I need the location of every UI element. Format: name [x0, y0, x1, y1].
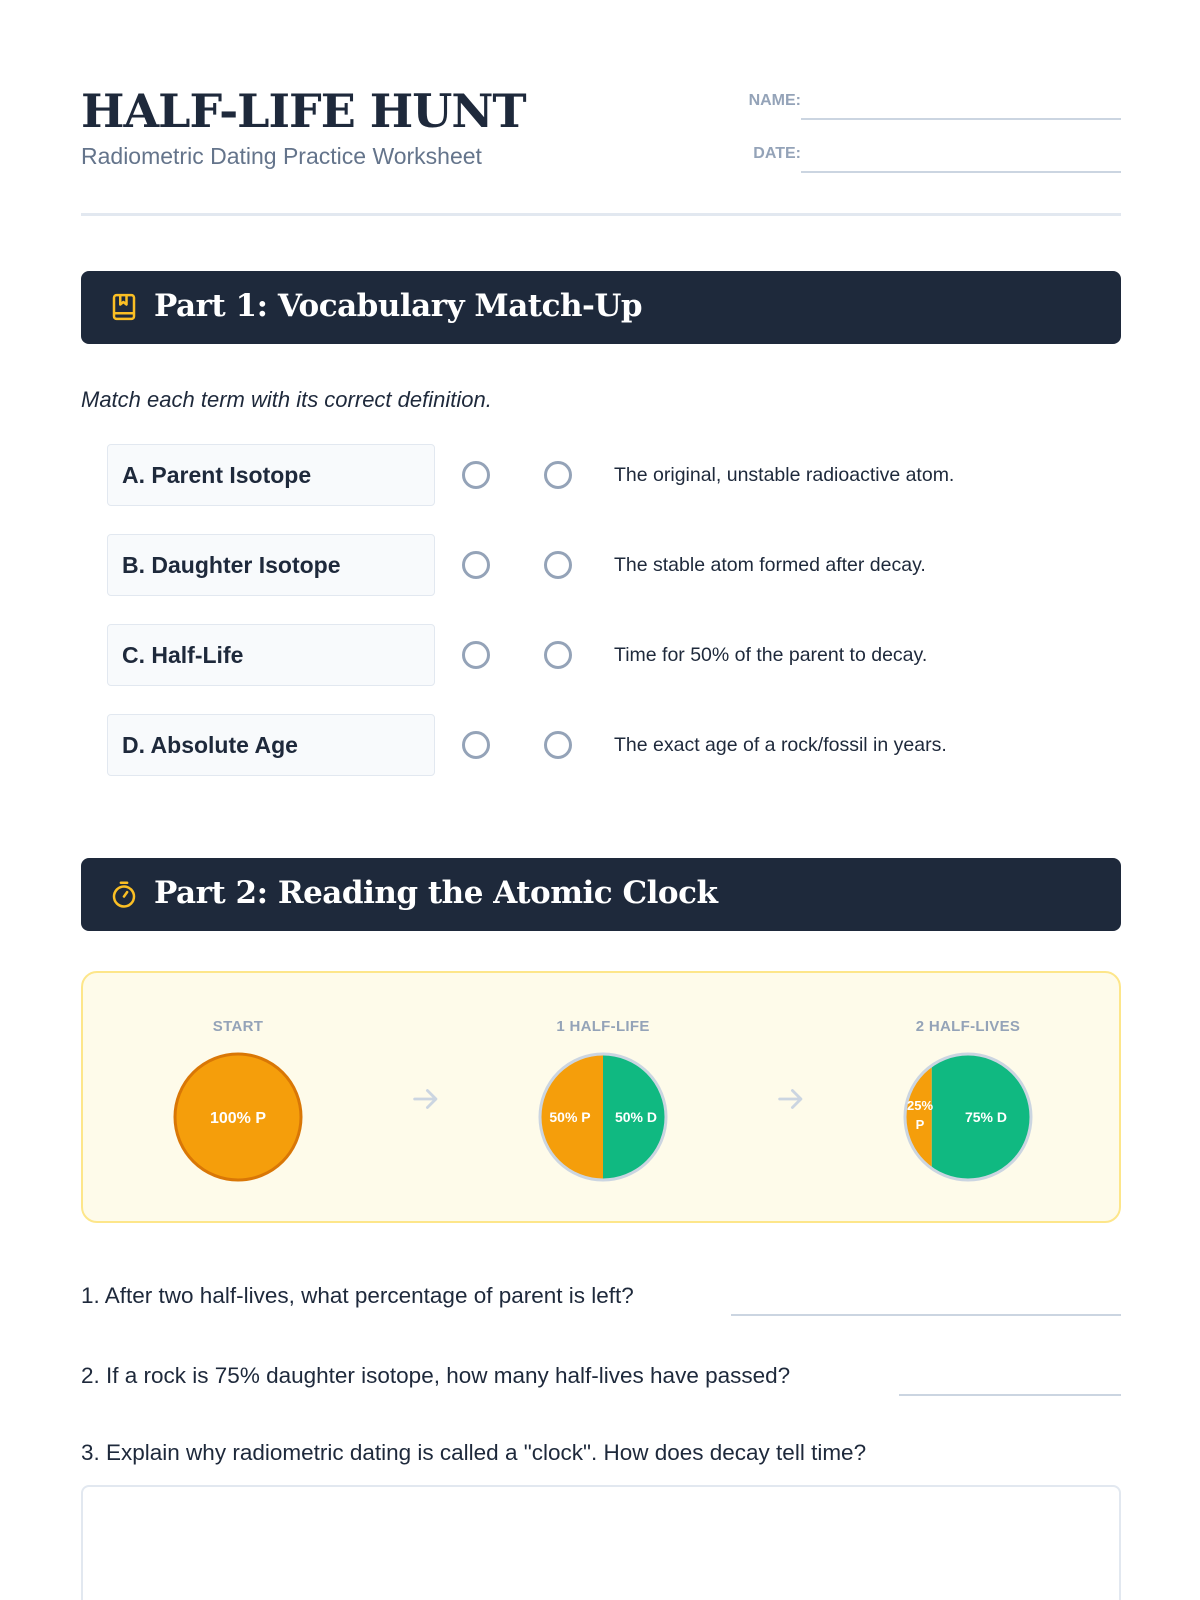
term-box [107, 714, 435, 776]
term-label: D. Absolute Age [122, 732, 298, 758]
stopwatch-icon [109, 879, 139, 909]
arrow-right-icon [774, 1082, 808, 1116]
question-2: 2. If a rock is 75% daughter isotope, how many half-lives have passed? [81, 1363, 791, 1388]
term-box [107, 534, 435, 596]
date-field[interactable] [801, 171, 1121, 173]
stage-label: 2 HALF-LIVES [915, 1018, 1021, 1035]
term-radio[interactable] [462, 461, 490, 489]
definition-text: The stable atom formed after decay. [614, 554, 926, 576]
answer-1-field[interactable] [731, 1314, 1121, 1316]
term-radio[interactable] [462, 641, 490, 669]
term-label: B. Daughter Isotope [122, 552, 341, 578]
definition-text: Time for 50% of the parent to decay. [614, 644, 928, 666]
name-label: NAME: [748, 92, 801, 109]
header-divider [81, 213, 1121, 216]
part2-header [81, 858, 1121, 931]
answer-3-box[interactable] [81, 1485, 1121, 1600]
term-radio[interactable] [462, 731, 490, 759]
stage-label: 1 HALF-LIFE [556, 1018, 650, 1035]
question-3: 3. Explain why radiometric dating is called a "clock". How does decay tell time? [81, 1440, 867, 1465]
part1-instruction: Match each term with its correct definition. [81, 387, 492, 412]
pie-parent-label: P [915, 1117, 925, 1132]
definition-text: The exact age of a rock/fossil in years. [614, 734, 947, 756]
definition-radio[interactable] [544, 641, 572, 669]
term-radio[interactable] [462, 551, 490, 579]
arrow-right-icon [409, 1082, 443, 1116]
part1-title: Part 1: Vocabulary Match-Up [154, 288, 643, 324]
question-1: 1. After two half-lives, what percentage of parent is left? [81, 1283, 634, 1308]
definition-text: The original, unstable radioactive atom. [614, 464, 955, 486]
definition-radio[interactable] [544, 731, 572, 759]
pie-start [172, 1051, 304, 1183]
definition-radio[interactable] [544, 551, 572, 579]
part2-title: Part 2: Reading the Atomic Clock [154, 875, 718, 911]
worksheet-title: HALF-LIFE HUNT [81, 84, 526, 138]
term-label: C. Half-Life [122, 642, 244, 668]
worksheet-subtitle: Radiometric Dating Practice Worksheet [81, 143, 482, 169]
atomic-clock-diagram [81, 971, 1121, 1223]
term-label: A. Parent Isotope [122, 462, 312, 488]
pie-daughter-label: 75% D [964, 1109, 1008, 1125]
stage-label: START [212, 1018, 264, 1035]
term-box [107, 624, 435, 686]
definition-radio[interactable] [544, 461, 572, 489]
name-field[interactable] [801, 118, 1121, 120]
worksheet-page [81, 0, 1121, 1600]
date-label: DATE: [753, 145, 801, 162]
term-box [107, 444, 435, 506]
pie-one-half-life [537, 1051, 669, 1183]
pie-parent-label: 25% [906, 1098, 934, 1113]
pie-parent-label: 100% P [209, 1110, 267, 1127]
pie-parent-label: 50% P [549, 1109, 591, 1125]
bookmark-book-icon [109, 292, 139, 322]
part1-header [81, 271, 1121, 344]
pie-two-half-lives [902, 1051, 1034, 1183]
answer-2-field[interactable] [899, 1394, 1121, 1396]
pie-daughter-label: 50% D [614, 1109, 658, 1125]
